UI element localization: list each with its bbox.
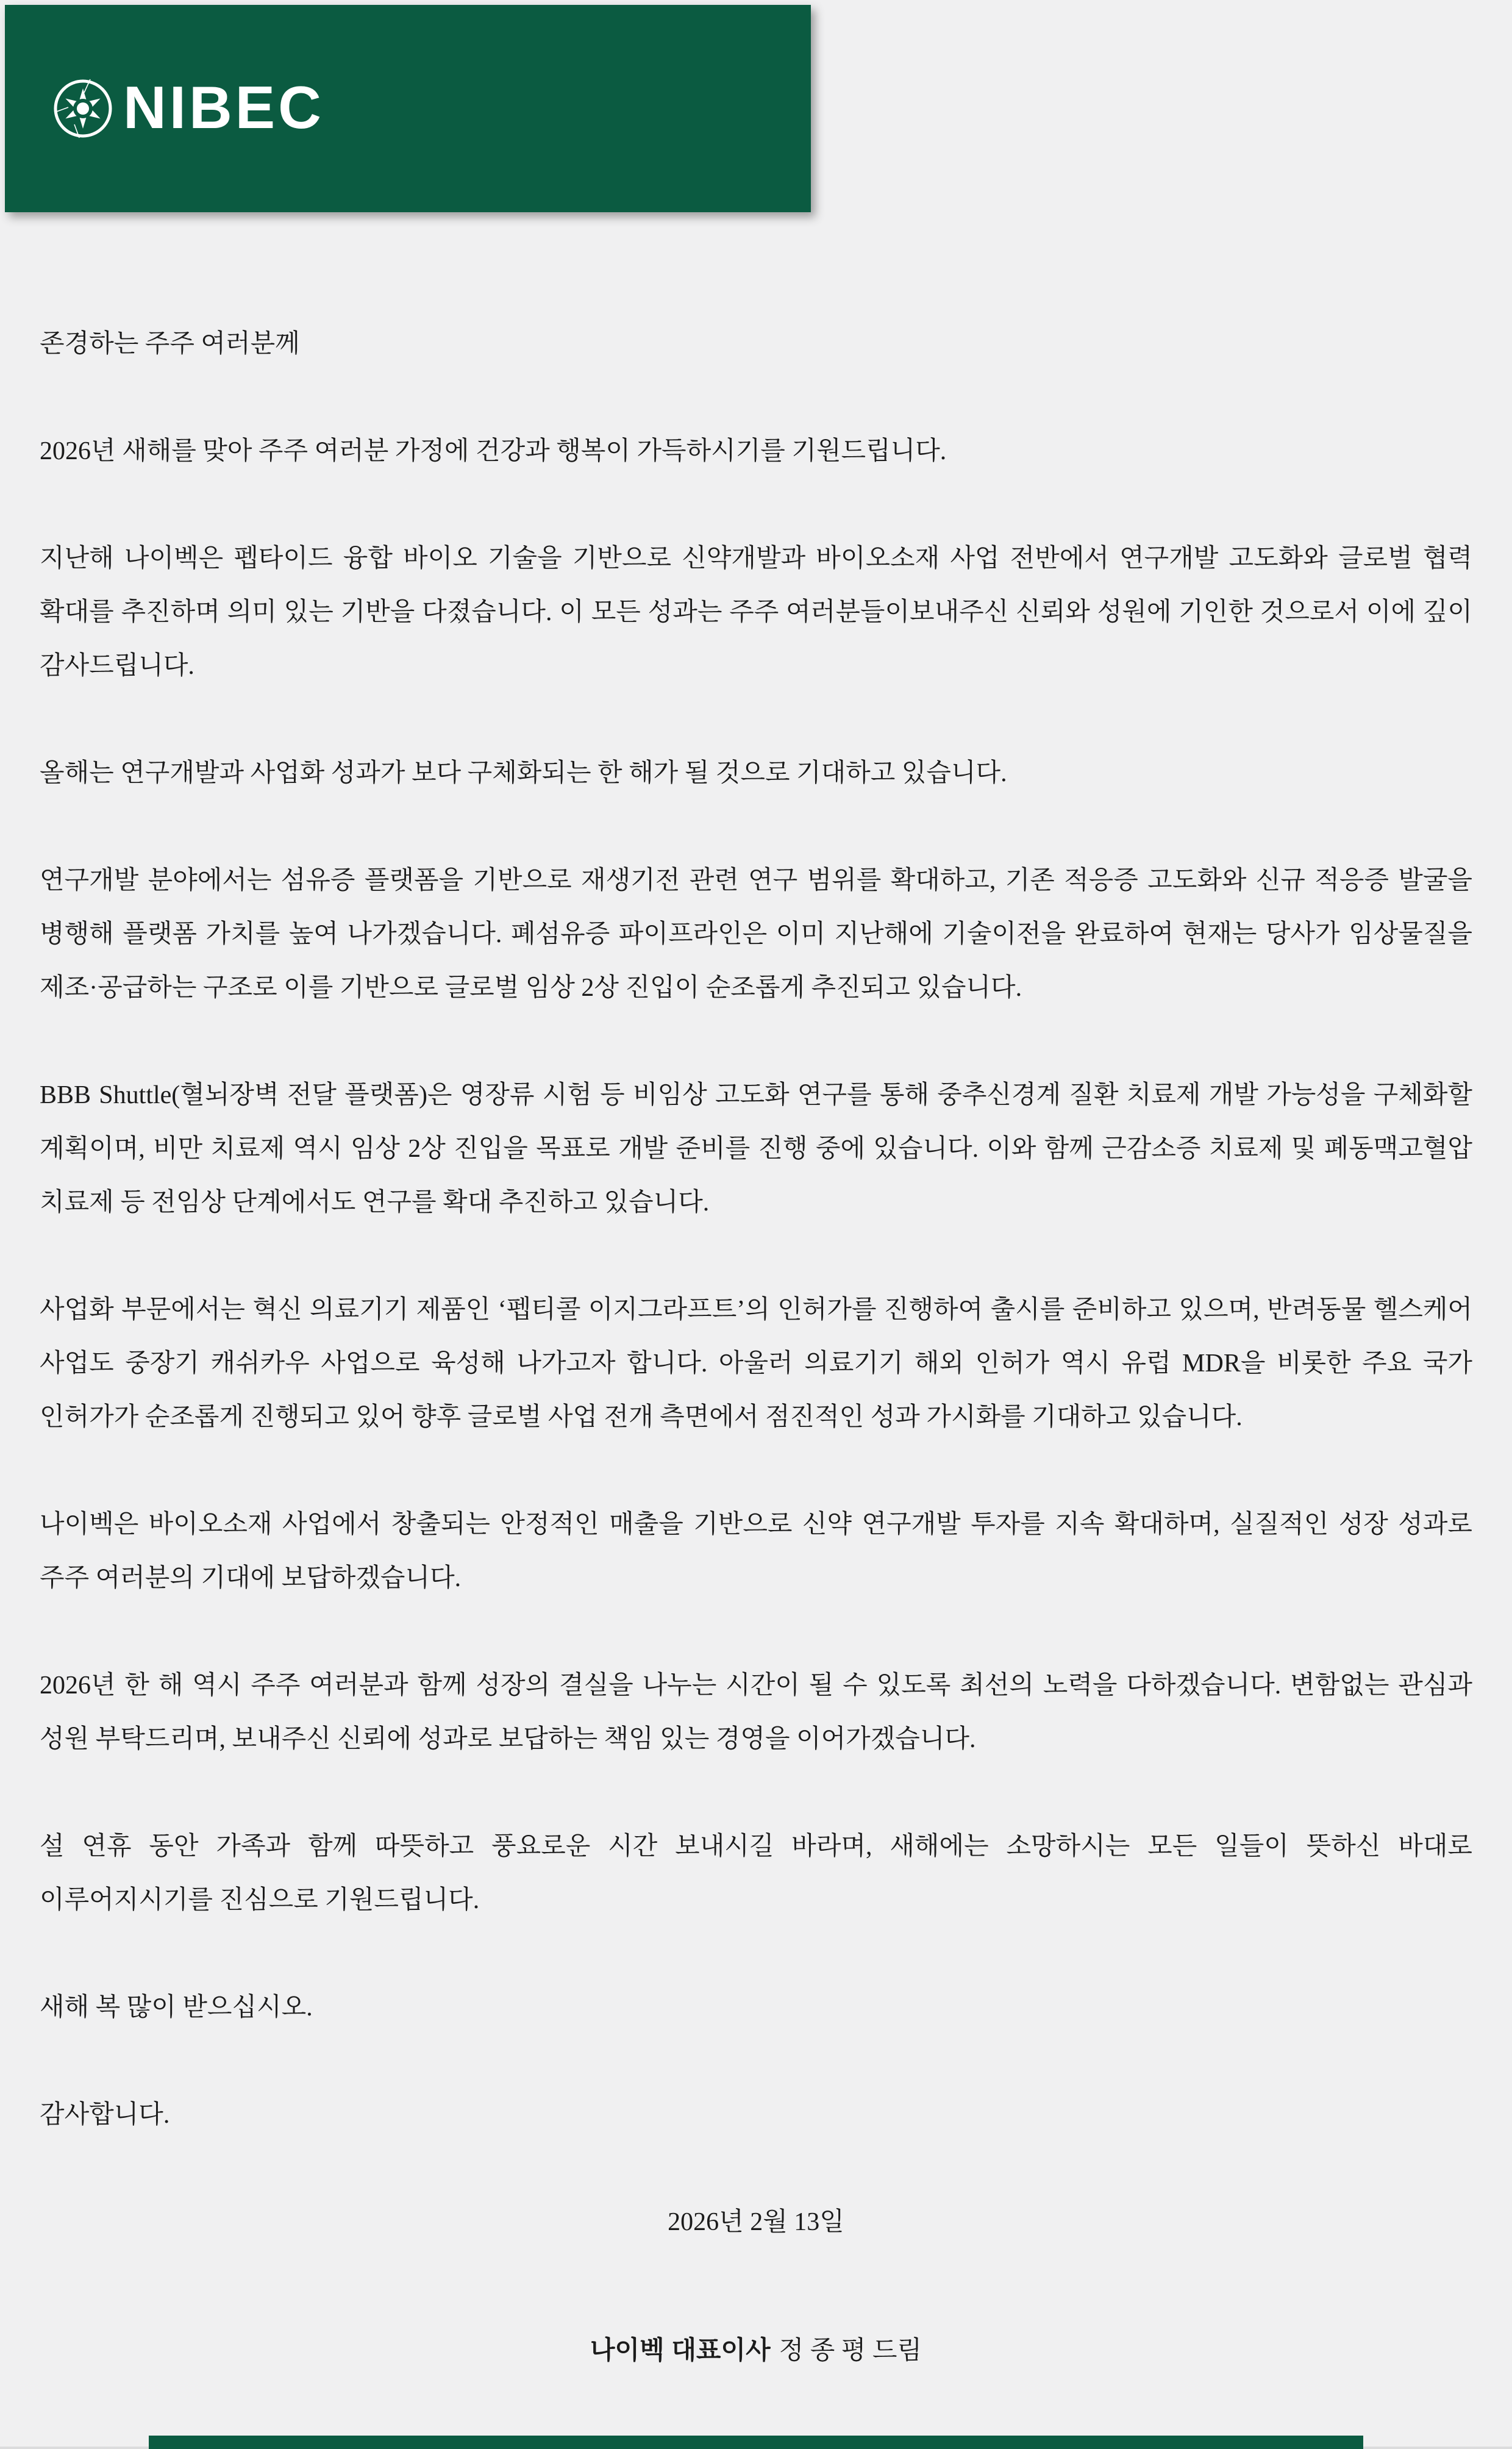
signature [40, 2323, 1472, 2378]
signature-company-title: 나이벡 대표이사 [590, 2336, 771, 2364]
header-banner [5, 5, 811, 212]
paragraph-biomaterial-investment: 나이벡은 바이오소재 사업에서 창출되는 안정적인 매출을 기반으로 신약 연구개발 투자를 지속 확대하며, 실질적인 성장 성과로 주주 여러분의 기대에 보답하겠습니다. [40, 1511, 1472, 1592]
paragraph-new-year-greeting: 2026년 새해를 맞아 주주 여러분 가정에 건강과 행복이 가득하시기를 기원드립니다. [40, 437, 947, 465]
paragraph-bbb-shuttle: BBB Shuttle(혈뇌장벽 전달 플랫폼)은 영장류 시험 등 비임상 고도화 연구를 통해 중추신경계 질환 치료제 개발 가능성을 구체화할 계획이며, 비만 치료제 역시 임상 2상 진입을 목표로 개발 준비를 진행 중에 있습니다. 이와 함께 근감소증 치료제 및 폐동맥고혈압 치료제 등 전임상 단계에서도 연구를 확대 추진하고 있습니다. [40, 1081, 1472, 1217]
brand-wordmark: NIBEC [123, 74, 324, 141]
paragraph-rnd-fibrosis: 연구개발 분야에서는 섬유증 플랫폼을 기반으로 재생기전 관련 연구 범위를 확대하고, 기존 적응증 고도화와 신규 적응증 발굴을 병행해 플랫폼 가치를 높여 나가겠습니다. 폐섬유증 파이프라인은 이미 지난해에 기술이전을 완료하여 현재는 당사가 임상물질을 제조·공급하는 구조로 이를 기반으로 글로벌 임상 2상 진입이 순조롭게 추진되고 있습니다. [40, 867, 1472, 1002]
signature-name: 정 종 평 드림 [779, 2337, 922, 2365]
paragraph-last-year-review: 지난해 나이벡은 펩타이드 융합 바이오 기술을 기반으로 신약개발과 바이오소재 사업 전반에서 연구개발 고도화와 글로벌 협력 확대를 추진하며 의미 있는 기반을 다졌습니다. 이 모든 성과는 주주 여러분들이보내주신 신뢰와 성원에 기인한 것으로서 이에 깊이 감사드립니다. [40, 545, 1472, 680]
closing-new-year-blessing: 새해 복 많이 받으십시오. [40, 1993, 313, 2022]
paragraph-this-year-outlook: 올해는 연구개발과 사업화 성과가 보다 구체화되는 한 해가 될 것으로 기대하고 있습니다. [40, 759, 1007, 787]
footer-banner-cutoff [149, 2436, 1363, 2449]
paragraph-commercialization: 사업화 부문에서는 혁신 의료기기 제품인 ‘펩티콜 이지그라프트’의 인허가를 진행하여 출시를 준비하고 있으며, 반려동물 헬스케어 사업도 중장기 캐쉬카우 사업으로 육성해 나가고자 합니다. 아울러 의료기기 해외 인허가 역시 유럽 MDR을 비롯한 주요 국가 인허가가 순조롭게 진행되고 있어 향후 글로벌 사업 전개 측면에서 점진적인 성과 가시화를 기대하고 있습니다. [40, 1296, 1472, 1431]
paragraph-2026-commitment: 2026년 한 해 역시 주주 여러분과 함께 성장의 결실을 나누는 시간이 될 수 있도록 최선의 노력을 다하겠습니다. 변함없는 관심과 성원 부탁드리며, 보내주신 신뢰에 성과로 보답하는 책임 있는 경영을 이어가겠습니다. [40, 1671, 1472, 1753]
paragraph-holiday-wishes: 설 연휴 동안 가족과 함께 따뜻하고 풍요로운 시간 보내시길 바라며, 새해에는 소망하시는 모든 일들이 뜻하신 바대로 이루어지시기를 진심으로 기원드립니다. [40, 1832, 1472, 1914]
salutation: 존경하는 주주 여러분께 [40, 330, 300, 358]
letter-body [0, 212, 1512, 2431]
nibec-logo [52, 74, 324, 141]
closing-thanks: 감사합니다. [40, 2101, 170, 2129]
letter-date: 2026년 2월 13일 [668, 2208, 844, 2236]
nibec-starburst-icon [52, 78, 113, 139]
